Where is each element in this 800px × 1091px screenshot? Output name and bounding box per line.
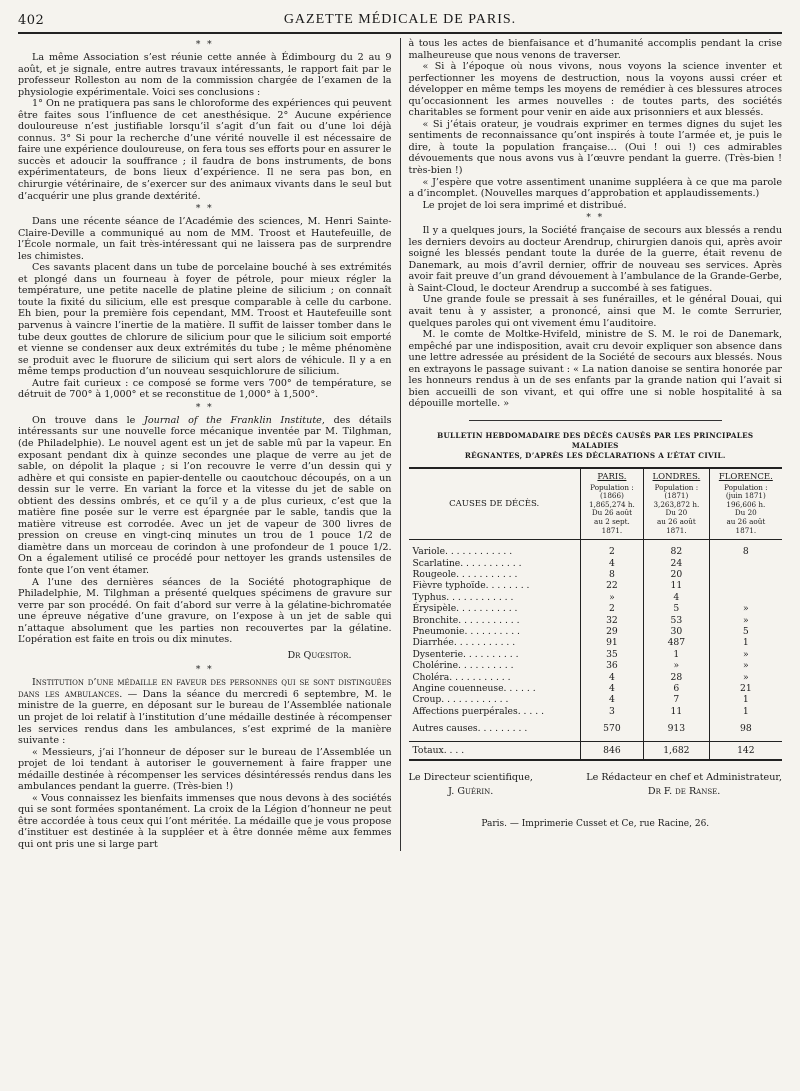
cause-cell: Bronchite. . . . . . . . . . .: [412, 614, 520, 626]
table-row: [409, 660, 783, 671]
value-cell-paris: 29: [580, 626, 643, 637]
table-row: [409, 592, 783, 603]
value-cell-paris: 2: [580, 546, 643, 557]
paragraph: A l’une des dernières séances de la Société photographique de Philadelphie, M. Tilghman a présenté quelques spécimens de gravure sur verre par son procédé. On fait d’abord sur verre à la gélatine-bichromatée une épreuve négative d’une gravure, on l’expose à un jet de sable qui n’attaque absolument que les parties non recouvertes par la gélatine. L’opération est faite en trois ou dix minutes.: [18, 576, 392, 646]
paragraph: Une grande foule se pressait à ses funérailles, et le général Douai, qui avait tenu à y assister, a prononcé, ainsi que M. le comte Serrurier, quelques paroles qui ont vivement ému l’auditoire.: [408, 294, 782, 329]
cause-cell: Choléra. . . . . . . . . . .: [412, 671, 511, 683]
section-stars: * *: [195, 40, 214, 50]
cause-cell: Scarlatine. . . . . . . . . . .: [412, 557, 522, 569]
value-cell-paris: 4: [580, 558, 643, 569]
credits: [409, 771, 783, 799]
value-cell-londres: 5: [644, 603, 710, 614]
value-cell-londres: 6: [644, 683, 710, 694]
paragraph: La même Association s’est réunie cette année à Édimbourg du 2 au 9 août, et je signale, entre autres travaux intéressants, le rapport fait par le professeur Rolleston au nom de la commission chargée de l’examen de la physiologie expérimentale. Voici ses conclusions :: [18, 52, 392, 98]
imprint: Paris. — Imprimerie Cusset et Ce, rue Racine, 26.: [481, 819, 710, 830]
table-row: [409, 723, 783, 734]
value-cell-florence: 1: [709, 637, 782, 648]
value-cell-florence: 8: [709, 546, 782, 557]
section-stars: * *: [586, 213, 605, 224]
value-cell-paris: 22: [580, 580, 643, 591]
journal-title: GAZETTE MÉDICALE DE PARIS.: [283, 12, 517, 27]
value-cell-londres: 28: [644, 672, 710, 683]
value-cell-londres: 20: [644, 569, 710, 580]
section-heading: Institution d’une médaille en faveur des personnes qui se sont distinguées dans les ambulances.: [18, 677, 392, 700]
value-cell-florence: [709, 592, 782, 603]
cause-cell: Variole. . . . . . . . . . . .: [412, 546, 513, 558]
table-row: [409, 706, 783, 717]
table-row: [409, 580, 783, 591]
value-cell-londres: 1: [644, 649, 710, 660]
city-header-florence: FLORENCE. Population : (juin 1871) 196,606 h. Du 20 au 26 août 1871.: [709, 468, 782, 540]
cause-cell: Typhus. . . . . . . . . . . .: [412, 591, 514, 603]
cause-cell: Rougeole. . . . . . . . . . .: [412, 568, 518, 580]
paragraph: M. le comte de Moltke-Hvifeld, ministre de S. M. le roi de Danemark, empêché par une indisposition, avait cru devoir expliquer son absence dans une lettre adressée au président de la Société de secours aux blessés. Nous en extrayons le passage suivant : « La nation danoise se sentira honorée par les honneurs rendus à un de ses enfants par la grande nation qui l’avait si bien accueilli de son vivant, et qui offre une si noble hospitalité à sa dépouille mortelle. »: [408, 329, 782, 410]
value-cell-florence: 5: [709, 626, 782, 637]
director-credit: Le Directeur scientifique, J. Guérin.: [408, 772, 533, 798]
bulletin-title: BULLETIN HEBDOMADAIRE DES DÉCÈS CAUSÉS PAR LES PRINCIPALES MALADIES RÉGNANTES, D’APRÈS LES DÉCLARATIONS A L’ÉTAT CIVIL.: [437, 430, 754, 460]
cause-cell: Angine couenneuse. . . . . .: [412, 682, 536, 694]
section-stars: * *: [195, 402, 214, 413]
value-cell-florence: »: [709, 672, 782, 683]
table-row: [409, 694, 783, 705]
editor-credit: Le Rédacteur en chef et Administrateur, Dr F. de Ranse.: [586, 772, 782, 798]
header-rule: [18, 32, 782, 34]
paragraph: Autre fait curieux : ce composé se forme vers 700° de température, se détruit de 700° à 1,000° et se reconstitue de 1,000° à 1,500°.: [18, 377, 392, 401]
table-row: [409, 603, 783, 614]
city-header-paris: PARIS. Population : (1866) 1,865,274 h. Du 26 août au 2 sept. 1871.: [580, 468, 643, 540]
value-cell-florence: [709, 580, 782, 591]
divider: [469, 420, 723, 421]
table-row: [409, 683, 783, 694]
value-cell-florence: 142: [709, 741, 782, 760]
value-cell-londres: 24: [644, 558, 710, 569]
value-cell-florence: »: [709, 649, 782, 660]
value-cell-florence: 21: [709, 683, 782, 694]
value-cell-londres: 30: [644, 626, 710, 637]
paragraph: Il y a quelques jours, la Société française de secours aux blessés a rendu les derniers devoirs au docteur Arendrup, chirurgien danois qui, après avoir soigné les blessés pendant toute la durée de la guerre, était revenu de Danemark, au mois d’avril dernier, offrir de nouveau ses services. Après avoir fait preuve d’un grand dévouement à l’ambulance de la Grande-Gerbe, à Saint-Cloud, le docteur Arendrup a succombé à ses fatigues.: [408, 225, 782, 294]
table-row: [409, 569, 783, 580]
value-cell-paris: 4: [580, 672, 643, 683]
value-cell-londres: 53: [644, 615, 710, 626]
cause-cell: Autres causes. . . . . . . . .: [412, 723, 528, 735]
table-row: [409, 546, 783, 557]
section-stars: * *: [195, 665, 214, 676]
value-cell-paris: 570: [580, 723, 643, 734]
paragraph: Le projet de loi sera imprimé et distribué.: [422, 199, 627, 211]
value-cell-florence: 1: [709, 694, 782, 705]
table-row: [409, 672, 783, 683]
value-cell-florence: »: [709, 615, 782, 626]
value-cell-paris: 36: [580, 660, 643, 671]
table-row: [409, 626, 783, 637]
value-cell-londres: 913: [644, 723, 710, 734]
value-cell-florence: [709, 558, 782, 569]
paragraph: Institution d’une médaille en faveur des personnes qui se sont distinguées dans les ambulances. — Dans la séance du mercredi 6 septembre, M. le ministre de la guerre, en déposant sur le bureau de l’Assemblée nationale un projet de loi relatif à l’institution d’une médaille destinée à récompenser les services rendus dans les ambulances, s’est exprimé de la manière suivante :: [18, 677, 392, 747]
value-cell-florence: 98: [709, 723, 782, 734]
value-cell-londres: 4: [644, 592, 710, 603]
paragraph: « Si j’étais orateur, je voudrais exprimer en termes dignes du sujet les sentiments de reconnaissance qu’ont inspirés à toute l’armée et, je puis le dire, à toute la population française… (Oui ! oui !) ces admirables dévouements que nous avons vus à l’œuvre pendant la guerre. (Très-bien ! très-bien !): [408, 118, 782, 177]
paragraph: On trouve dans le Journal of the Franklin Institute, des détails intéressants sur une nouvelle force mécanique inventée par M. Tilghman, (de Philadelphie). Le nouvel agent est un jet de sable mû par la vapeur. En exposant pendant dix à quinze secondes une plaque de verre au jet de sable, on dépolit la plaque ; si l’on recouvre le verre d’un dessin qui y adhère et qui consiste en papier-dentelle ou caoutchouc découpés, on a un dessin sur le verre. En variant la force et la vitesse du jet de sable on obtient des dessins ombrés, et ce qu’il y a de plus curieux, c’est que la matière fine posée sur le verre est épargnée par le sable, tandis que la matière vitreuse est corrodée. Avec un jet de vapeur de 300 livres de pression on creuse en vingt-cinq minutes un trou de 1 pouce 1/2 de diamètre dans un morceau de corindon à une profondeur de 1 pouce 1/2. On a également utilisé ce procédé pour nettoyer les grands ustensiles de fonte que l’on vent étamer.: [18, 414, 392, 576]
value-cell-paris: 8: [580, 569, 643, 580]
cause-cell: Pneumonie. . . . . . . . . .: [412, 625, 520, 637]
cause-cell: Cholérine. . . . . . . . . .: [412, 660, 514, 672]
value-cell-florence: »: [709, 660, 782, 671]
cause-cell: Affections puerpérales. . . . .: [412, 705, 544, 717]
mortality-table: [409, 467, 783, 761]
value-cell-londres: 11: [644, 580, 710, 591]
article-columns: [18, 38, 782, 851]
cause-cell: Croup. . . . . . . . . . . .: [412, 694, 509, 706]
table-row: [409, 615, 783, 626]
value-cell-paris: 2: [580, 603, 643, 614]
value-cell-paris: 35: [580, 649, 643, 660]
value-cell-londres: 1,682: [644, 741, 710, 760]
section-stars: * *: [195, 204, 214, 215]
table-row: [409, 637, 783, 648]
value-cell-paris: 3: [580, 706, 643, 717]
paragraph: « J’espère que votre assentiment unanime suppléera à ce que ma parole a d’incomplet. (Nouvelles marques d’approbation et applaudissements.): [408, 176, 782, 200]
value-cell-paris: 91: [580, 637, 643, 648]
value-cell-paris: »: [580, 592, 643, 603]
cause-cell: Érysipèle. . . . . . . . . . .: [412, 603, 518, 615]
value-cell-paris: 32: [580, 615, 643, 626]
value-cell-paris: 4: [580, 683, 643, 694]
value-cell-paris: 4: [580, 694, 643, 705]
signature: Dr Quœsitor.: [287, 649, 352, 661]
paragraph: 1° On ne pratiquera pas sans le chloroforme des expériences qui peuvent être faites sous l’influence de cet anesthésique. 2° Aucune expérience douloureuse n’est justifiable lorsqu’il s’agit d’un fait ou d’une loi déjà connus. 3° Si pour la recherche d’une vérité nouvelle il est nécessaire de faire une expérience douloureuse, on fera tous ses efforts pour en assurer le succès et adoucir la souffrance ; il faudra de bons instruments, de bons expérimentateurs, de bons lieux d’expérience. Il ne sera pas bon, en chirurgie vétérinaire, de s’exercer sur des animaux vivants dans le seul but d’acquérir une plus grande dextérité.: [18, 98, 392, 202]
value-cell-paris: 846: [580, 741, 643, 760]
paragraph: « Vous connaissez les bienfaits immenses que nous devons à des sociétés qui se sont formées spontanément. La croix de la Légion d’honneur ne peut être accordée à tous ceux qui l’ont méritée. La médaille que je vous propose d’instituer est destinée à la suppléer et à être donnée même aux femmes qui ont pris une si large part: [18, 792, 392, 850]
value-cell-florence: »: [709, 603, 782, 614]
table-row: [409, 649, 783, 660]
causes-header: CAUSES DE DÉCÈS.: [409, 468, 581, 540]
paragraph: « Messieurs, j’ai l’honneur de déposer sur le bureau de l’Assemblée un projet de loi tendant à autoriser le gouvernement à faire frapper une médaille destinée à récompenser les services désintéressés rendus dans les ambulances pendant la guerre. (Très-bien !): [18, 746, 392, 793]
value-cell-florence: [709, 569, 782, 580]
page-number: 402: [18, 13, 45, 28]
table-row: [409, 741, 783, 760]
table-row: [409, 558, 783, 569]
value-cell-londres: 7: [644, 694, 710, 705]
city-header-londres: LONDRES. Population : (1871) 3,263,872 h. Du 20 au 26 août 1871.: [644, 468, 710, 540]
value-cell-londres: 82: [644, 546, 710, 557]
cause-cell: Diarrhée. . . . . . . . . . .: [412, 637, 516, 649]
value-cell-londres: 487: [644, 637, 710, 648]
paragraph: Dans une récente séance de l’Académie des sciences, M. Henri Sainte-Claire-Deville a communiqué au nom de MM. Troost et Hautefeuille, de l’École normale, un fait très-intéressant qui ne laissera pas de surprendre les chimistes.: [18, 216, 392, 262]
paragraph: à tous les actes de bienfaisance et d’humanité accomplis pendant la crise malheureuse que nous venons de traverser.: [408, 38, 782, 61]
value-cell-londres: »: [644, 660, 710, 671]
journal-name: Journal of the Franklin Institute: [144, 414, 322, 426]
value-cell-florence: 1: [709, 706, 782, 717]
right-column: [401, 38, 783, 851]
paragraph: Ces savants placent dans un tube de porcelaine bouché à ses extrémités et plongé dans un fourneau à foyer de pétrole, pour mieux régler la température, une petite nacelle de platine pleine de silicium ; on connaît toute la fixité du silicium, elle est presque comparable à celle du carbone. Eh bien, pour la première fois cependant, MM. Troost et Hautefeuille sont parvenus à vaincre l’inertie de la matière. Il suffit de laisser tomber dans le tube deux gouttes de chlorure de silicium pour que le silicium soit emporté et vienne se condenser aux deux extrémités du tube ; le même phénomène se produit avec le fluorure de silicium qui sert alors de véhicule. Il y a en même temps production d’un nouveau sesquichlorure de silicium.: [18, 262, 392, 378]
cause-cell: Fièvre typhoïde. . . . . . . .: [412, 580, 530, 592]
page-header: [18, 12, 782, 28]
left-column: [18, 38, 401, 851]
cause-cell: Dysenterie. . . . . . . . . .: [412, 648, 519, 660]
paragraph: « Si à l’époque où nous vivons, nous voyons la science inventer et perfectionner les moyens de destruction, nous la voyons aussi créer et développer en même temps les moyens de remédier à ces blessures atroces qu’occasionnent les armes nouvelles : de toutes parts, des sociétés charitables se forment pour venir en aide aux prisonniers et aux blessés.: [408, 61, 782, 119]
cause-cell: Totaux. . . .: [409, 741, 581, 760]
table-body: [409, 540, 783, 760]
value-cell-londres: 11: [644, 706, 710, 717]
